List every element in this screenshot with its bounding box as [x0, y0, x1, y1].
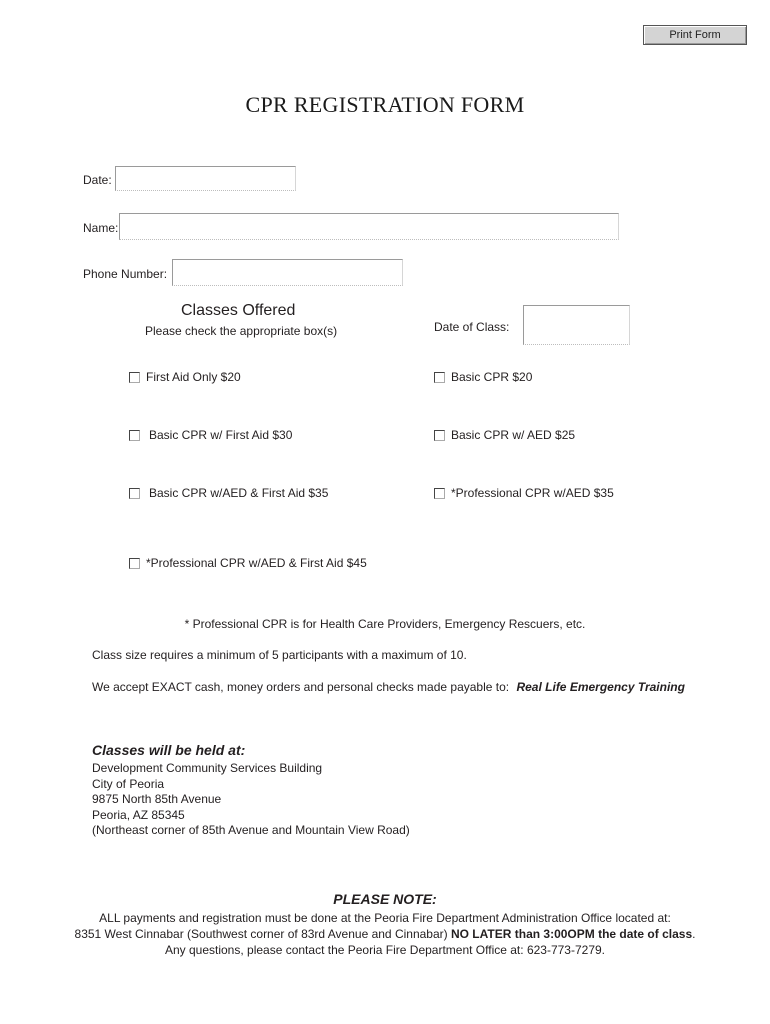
- phone-label: Phone Number:: [83, 267, 168, 281]
- note-line-3: Any questions, please contact the Peoria Fire Department Office at: 623-773-7279.: [164, 943, 606, 957]
- name-field[interactable]: [119, 213, 619, 240]
- classes-instructions: Please check the appropriate box(s): [145, 324, 338, 338]
- first-aid-only-checkbox[interactable]: [129, 372, 140, 383]
- classes-offered-heading: Classes Offered: [181, 302, 296, 319]
- note-deadline: NO LATER than 3:00OPM the date of class: [450, 927, 693, 941]
- class-size-text: Class size requires a minimum of 5 participants with a maximum of 10.: [92, 648, 467, 662]
- note-period: .: [692, 927, 696, 941]
- please-note-heading: PLEASE NOTE:: [333, 891, 437, 907]
- professional-cpr-aed-label: *Professional CPR w/AED $35: [451, 486, 614, 500]
- date-label: Date:: [83, 173, 112, 187]
- location-line: City of Peoria: [92, 776, 165, 791]
- professional-cpr-aed-first-aid-label: *Professional CPR w/AED & First Aid $45: [146, 556, 367, 570]
- phone-field[interactable]: [172, 259, 403, 286]
- name-label: Name:: [83, 221, 119, 235]
- first-aid-only-label: First Aid Only $20: [146, 370, 241, 384]
- basic-cpr-aed-label: Basic CPR w/ AED $25: [451, 428, 576, 442]
- professional-cpr-aed-checkbox[interactable]: [434, 488, 445, 499]
- form-title: CPR REGISTRATION FORM: [245, 92, 525, 117]
- basic-cpr-aed-first-aid-label: Basic CPR w/AED & First Aid $35: [149, 486, 329, 500]
- location-address: [92, 761, 410, 839]
- payee-name: Real Life Emergency Training: [516, 680, 685, 694]
- basic-cpr-label: Basic CPR $20: [451, 370, 533, 384]
- note-line-1: ALL payments and registration must be done at the Peoria Fire Department Administration Office located at:: [99, 911, 671, 925]
- basic-cpr-checkbox[interactable]: [434, 372, 445, 383]
- date-of-class-label: Date of Class:: [434, 320, 510, 334]
- basic-cpr-aed-checkbox[interactable]: [434, 430, 445, 441]
- location-heading: Classes will be held at:: [92, 742, 246, 758]
- professional-cpr-note: * Professional CPR is for Health Care Providers, Emergency Rescuers, etc.: [184, 617, 586, 631]
- print-form-button[interactable]: Print Form: [643, 25, 747, 45]
- location-line: Peoria, AZ 85345: [92, 807, 185, 822]
- note-address: 8351 West Cinnabar (Southwest corner of 83rd Avenue and Cinnabar): [74, 927, 451, 941]
- payment-text: [92, 680, 685, 694]
- professional-cpr-aed-first-aid-checkbox[interactable]: [129, 558, 140, 569]
- date-of-class-field[interactable]: [523, 305, 630, 345]
- basic-cpr-first-aid-checkbox[interactable]: [129, 430, 140, 441]
- location-line: 9875 North 85th Avenue: [92, 792, 222, 806]
- basic-cpr-aed-first-aid-checkbox[interactable]: [129, 488, 140, 499]
- payment-instructions: We accept EXACT cash, money orders and personal checks made payable to:: [92, 680, 510, 694]
- note-line-2: [0, 926, 770, 942]
- location-line: Development Community Services Building: [92, 761, 323, 775]
- date-field[interactable]: [115, 166, 296, 191]
- location-line: (Northeast corner of 85th Avenue and Mountain View Road): [92, 823, 410, 837]
- basic-cpr-first-aid-label: Basic CPR w/ First Aid $30: [149, 428, 293, 442]
